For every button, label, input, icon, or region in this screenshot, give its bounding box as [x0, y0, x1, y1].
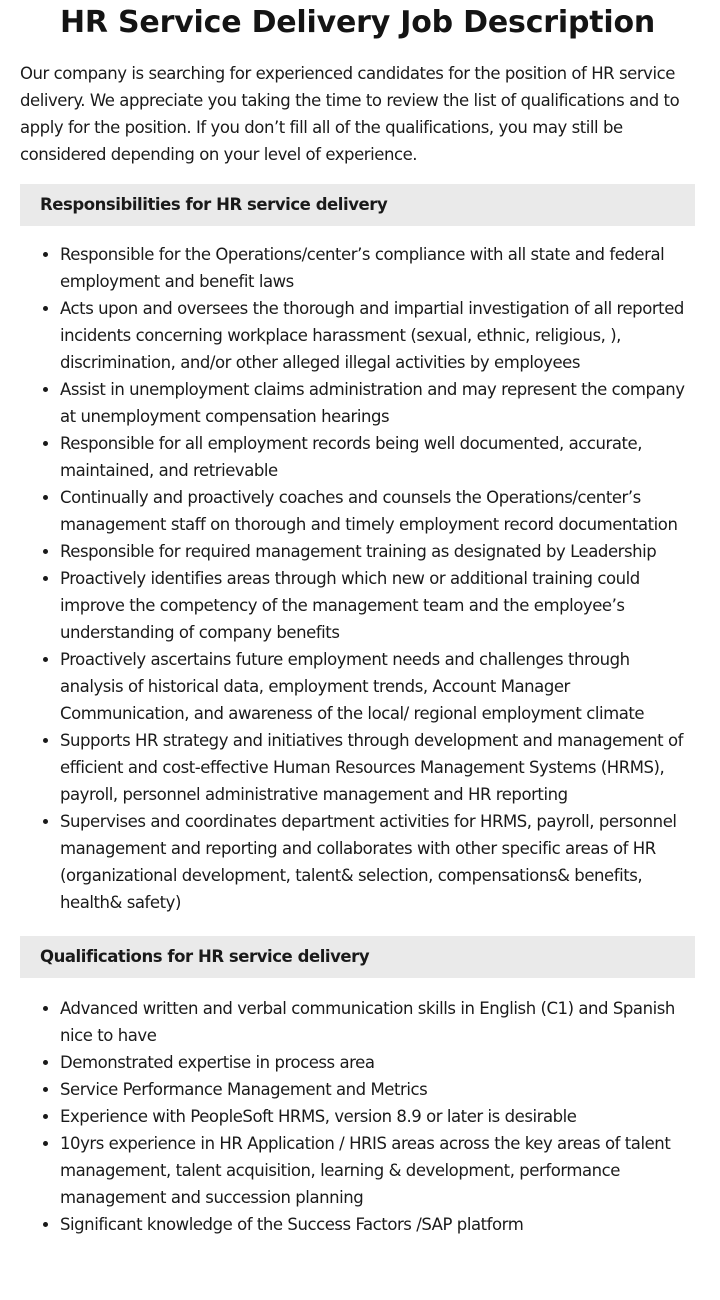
list-item: • Service Performance Management and Metrics — [60, 1076, 695, 1103]
list-item: • Acts upon and oversees the thorough and impartial investigation of all reported incidents concerning workplace harassment (sexual, ethnic, religious, ), discrimination, and/or other alleged illegal activities by employees — [60, 295, 695, 376]
list-item: • Continually and proactively coaches and counsels the Operations/center’s management staff on thorough and timely employment record documentation — [60, 484, 695, 538]
list-item: • 10yrs experience in HR Application / HRIS areas across the key areas of talent management, talent acquisition, learning & development, performance management and succession planning — [60, 1130, 695, 1211]
responsibilities-heading: Responsibilities for HR service delivery — [20, 184, 695, 226]
list-item: • Supervises and coordinates department activities for HRMS, payroll, personnel management and reporting and collaborates with other specific areas of HR (organizational development, talent& selection, compensations& benefits, health& safety) — [60, 808, 695, 916]
qualifications-heading: Qualifications for HR service delivery — [20, 936, 695, 978]
list-item: • Responsible for all employment records being well documented, accurate, maintained, and retrievable — [60, 430, 695, 484]
responsibilities-list — [20, 241, 695, 916]
list-item: • Responsible for required management training as designated by Leadership — [60, 538, 695, 565]
qualifications-list — [20, 995, 695, 1238]
list-item: • Demonstrated expertise in process area — [60, 1049, 695, 1076]
page-title: HR Service Delivery Job Description — [59, 5, 656, 40]
list-item: • Experience with PeopleSoft HRMS, version 8.9 or later is desirable — [60, 1103, 695, 1130]
list-item: • Advanced written and verbal communication skills in English (C1) and Spanish nice to have — [60, 995, 695, 1049]
list-item: • Responsible for the Operations/center’s compliance with all state and federal employment and benefit laws — [60, 241, 695, 295]
list-item: • Assist in unemployment claims administration and may represent the company at unemployment compensation hearings — [60, 376, 695, 430]
list-item: • Proactively identifies areas through which new or additional training could improve the competency of the management team and the employee’s understanding of company benefits — [60, 565, 695, 646]
list-item: • Significant knowledge of the Success Factors /SAP platform — [60, 1211, 695, 1238]
list-item: • Supports HR strategy and initiatives through development and management of efficient and cost-effective Human Resources Management Systems (HRMS), payroll, personnel administrative management and HR reporting — [60, 727, 695, 808]
list-item: • Proactively ascertains future employment needs and challenges through analysis of historical data, employment trends, Account Manager Communication, and awareness of the local/ regional employment climate — [60, 646, 695, 727]
intro-paragraph: Our company is searching for experienced candidates for the position of HR service delivery. We appreciate you taking the time to review the list of qualifications and to apply for the position. If you don’t fill all of the qualifications, you may still be considered depending on your level of experience. — [20, 64, 680, 164]
